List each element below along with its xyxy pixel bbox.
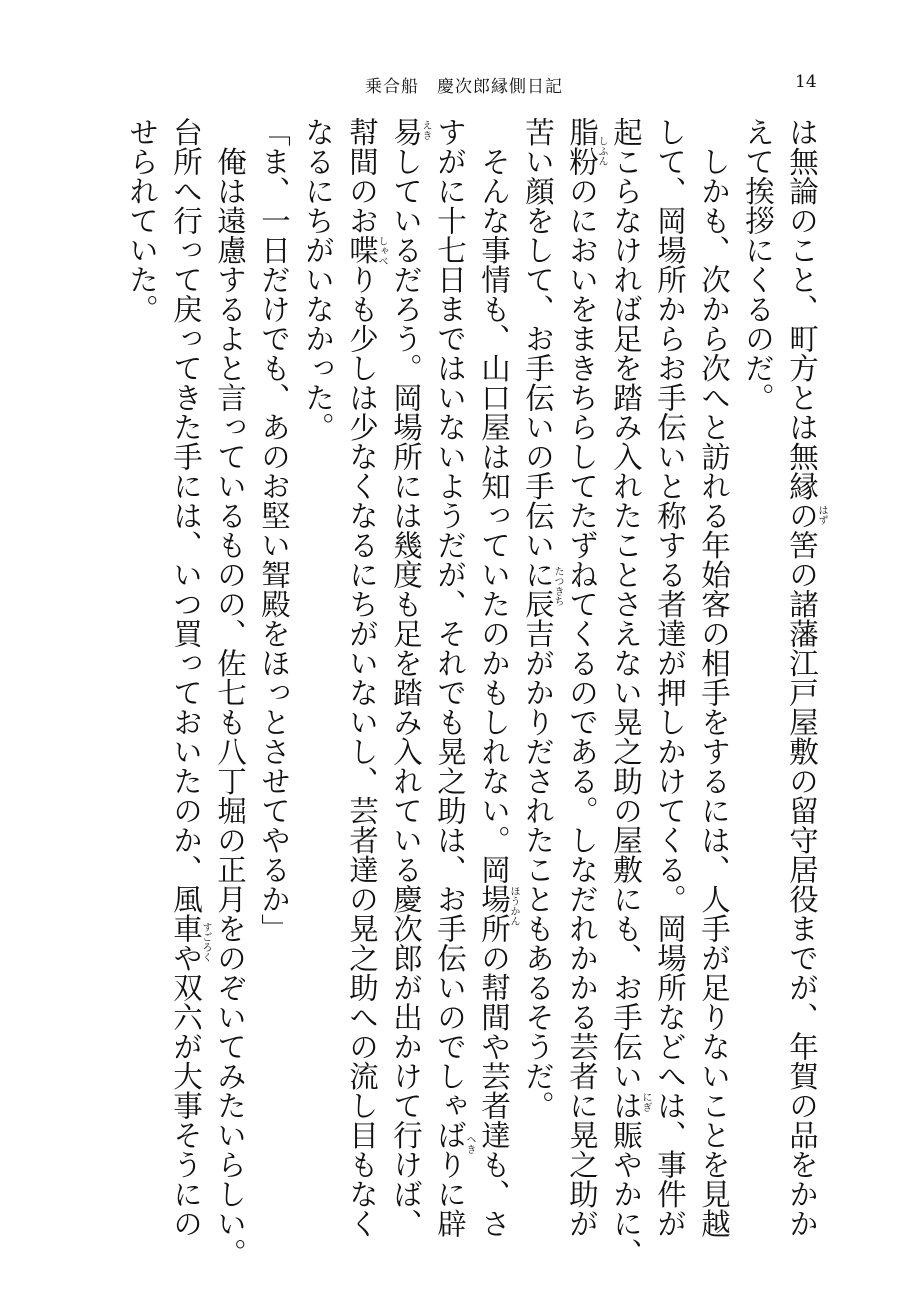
ruby-annotation: しゃべ	[376, 236, 387, 266]
ruby-annotation: しふん	[596, 136, 607, 166]
text-line: 「ま、一日だけでも、あのお堅い聟殿をほっとさせてやるか」	[257, 117, 291, 943]
text-line: 苦い顔をして、お手伝いの手伝いに辰吉がかりだされたこともあるそうだ。	[521, 117, 555, 1120]
text-line: 起こらなければ足を踏み入れたことさえない晃之助の屋敷にも、お手伝いは賑やかに、	[609, 117, 643, 1268]
text-line: 俺は遠慮するよと言っているものの、佐七も八丁堀の正月をのぞいてみたいらしい。	[213, 117, 247, 1268]
text-line: すがに十七日まではいないようだが、それでも晃之助は、お手伝いのでしゃばりに辟	[433, 117, 467, 1238]
text-line: 台所へ行って戻ってきた手には、いつ買っておいたのか、風車や双六が大事そうにの	[169, 117, 203, 1238]
text-line: は無論のこと、町方とは無縁の筈の諸藩江戸屋敷の留守居役までが、年賀の品をかか	[785, 117, 819, 1238]
ruby-annotation: たつきち	[552, 566, 563, 606]
ruby-annotation: すごろく	[200, 922, 211, 962]
ruby-annotation: はず	[816, 505, 827, 525]
ruby-annotation: へき	[464, 1134, 475, 1154]
ruby-annotation: にぎ	[640, 1092, 651, 1112]
page-number: 14	[795, 72, 817, 92]
ruby-annotation: えき	[420, 120, 431, 140]
text-line: そんな事情も、山口屋は知っていたのかもしれない。岡場所の幇間や芸者達も、さ	[477, 117, 511, 1238]
text-line: なるにちがいなかった。	[301, 117, 335, 442]
text-line: 易しているだろう。岡場所には幾度も足を踏み入れている慶次郎が出かけて行けば、	[389, 117, 423, 1238]
text-line: せられていた。	[125, 117, 159, 324]
text-line: 脂粉のにおいをまきちらしてたずねてくるのである。しなだれかかる芸者に晃之助が	[565, 117, 599, 1238]
text-line: して、岡場所からお手伝いと称する者達が押しかけてくる。岡場所などへは、事件が	[653, 117, 687, 1238]
ruby-annotation: ほうかん	[508, 886, 519, 926]
text-line: 幇間のお喋りも少しは少なくなるにちがいないし、芸者達の晃之助への流し目もなく	[345, 117, 379, 1238]
text-line: えて挨拶にくるのだ。	[741, 117, 775, 412]
text-line: しかも、次から次へと訪れる年始客の相手をするには、人手が足りないことを見越	[697, 117, 731, 1238]
running-title: 乗合船 慶次郎縁側日記	[365, 77, 563, 97]
